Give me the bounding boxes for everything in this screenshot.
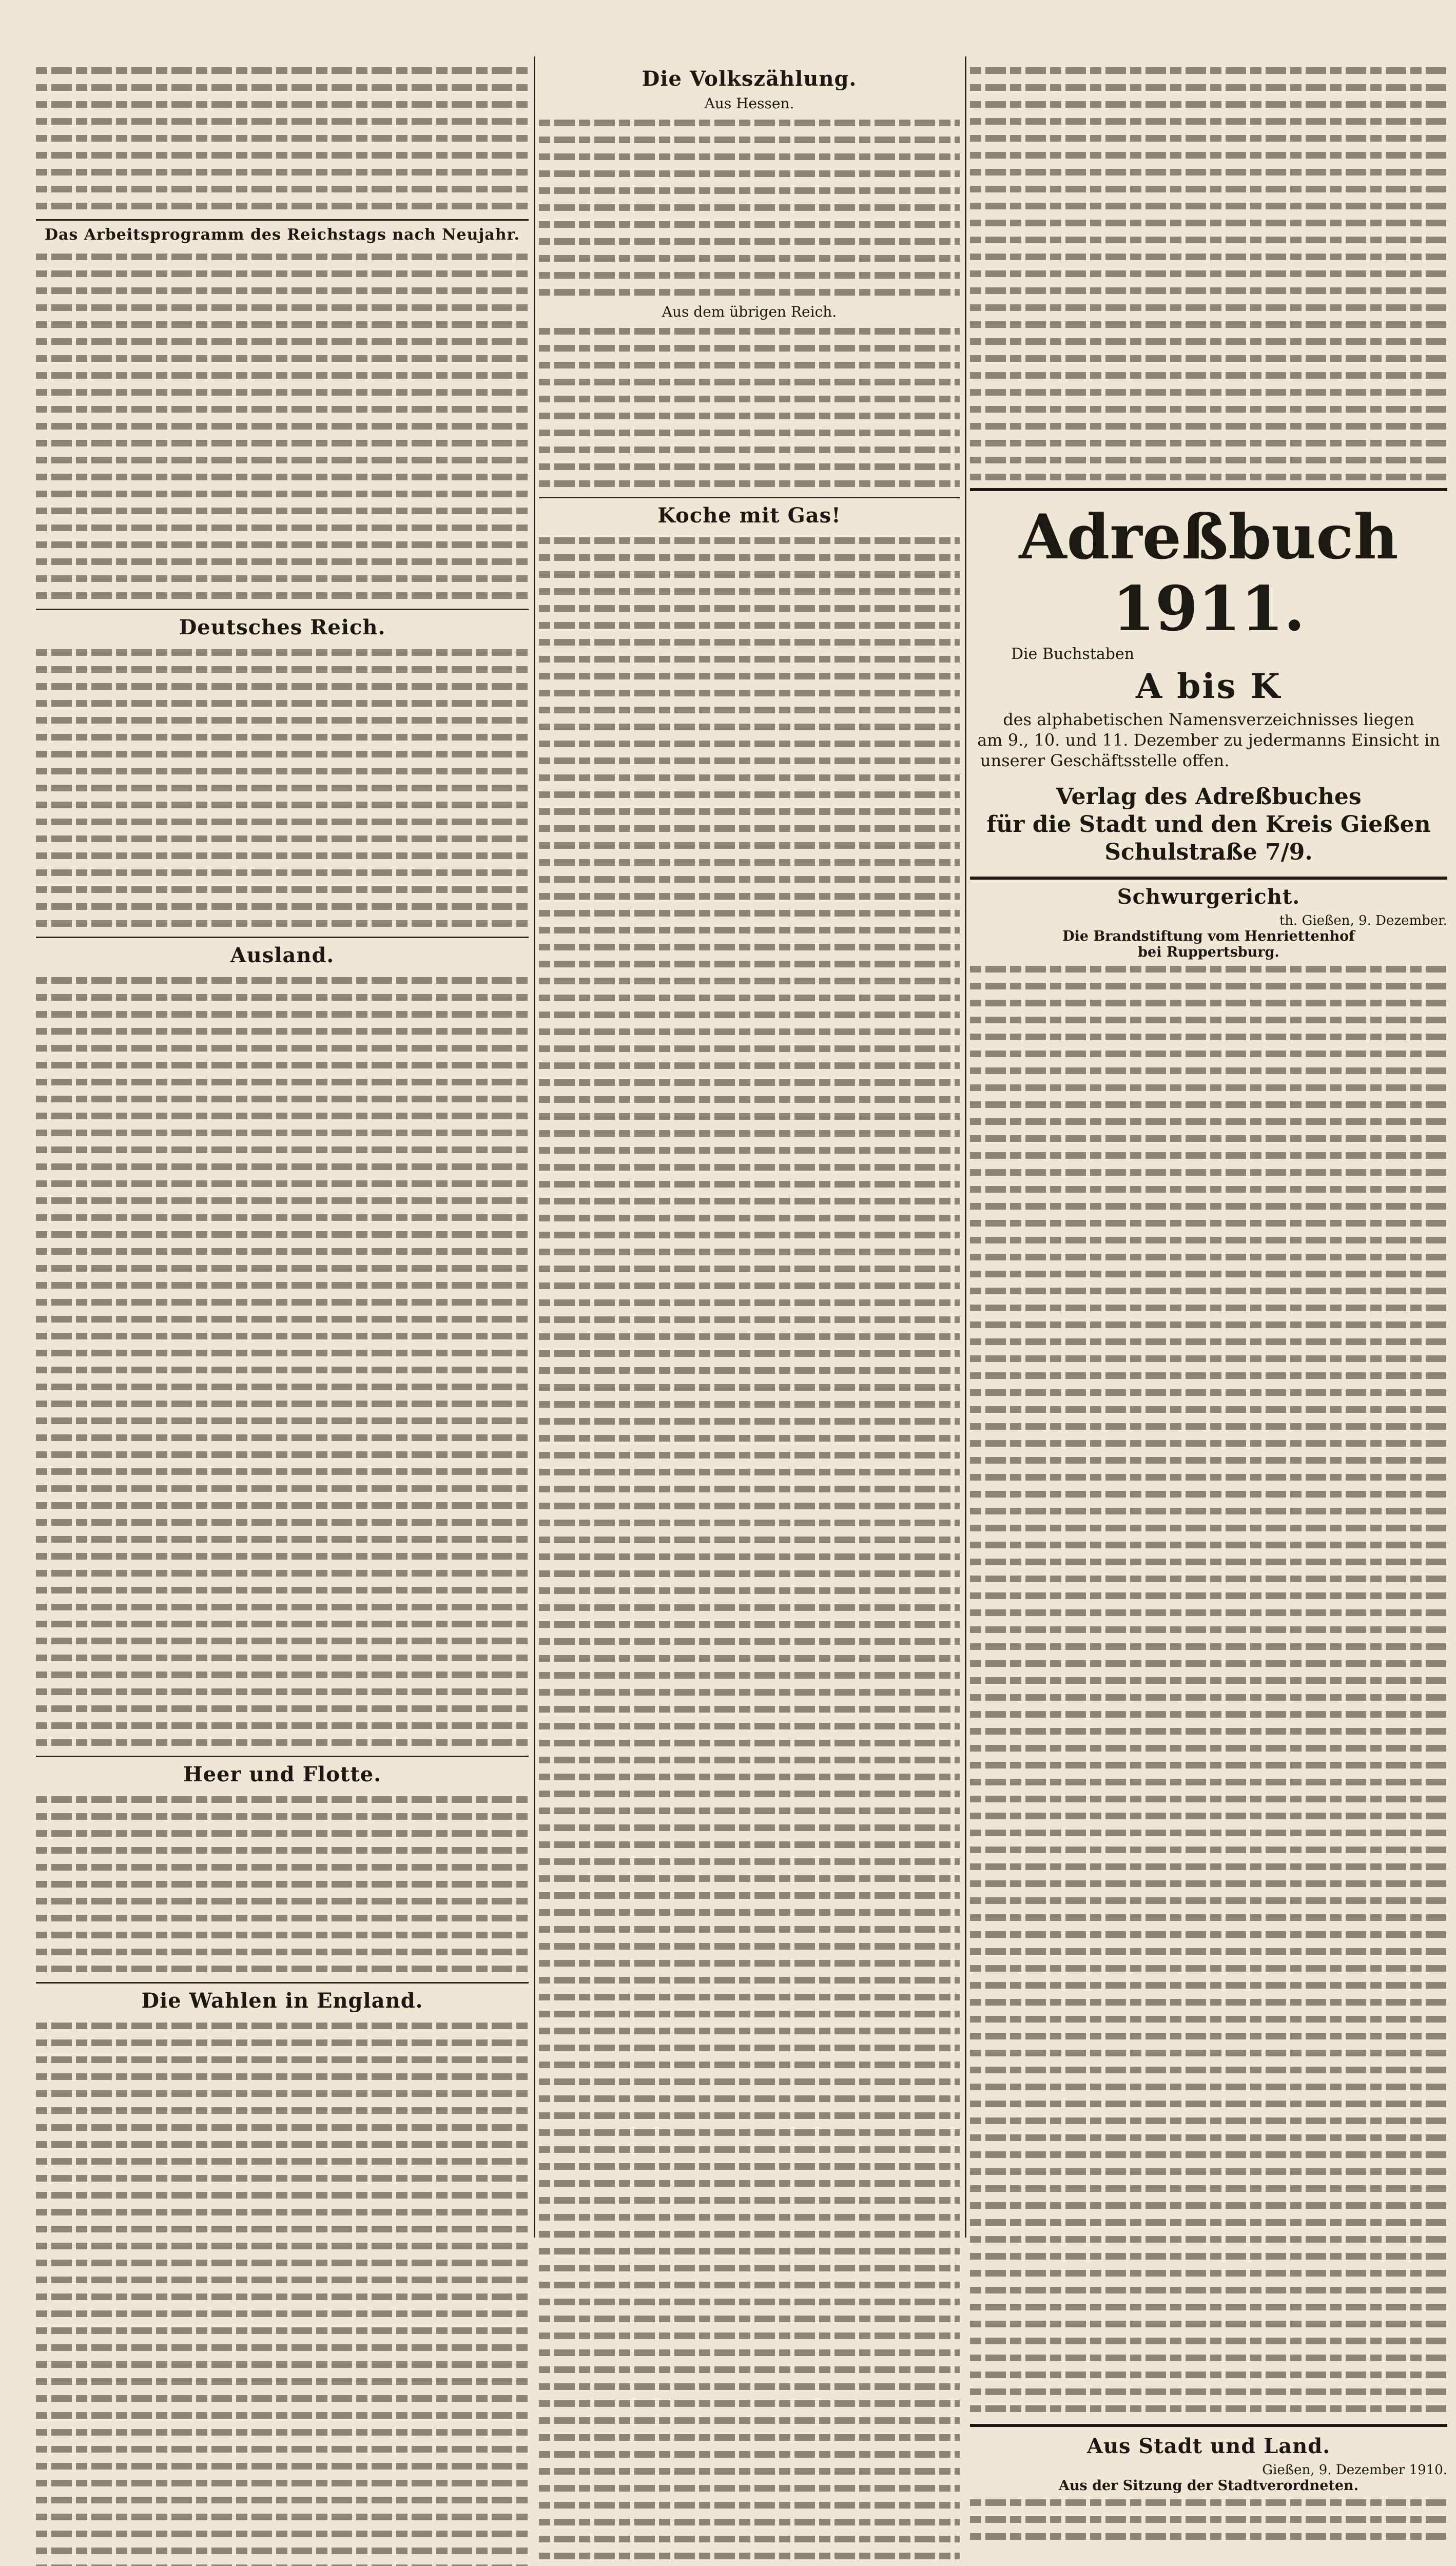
ad-intro: Die Buchstaben [1011,645,1135,663]
divider [36,219,529,221]
divider [36,1982,529,1984]
subheading: Aus dem übrigen Reich. [662,303,837,320]
article-text [36,1791,529,1977]
column-left [36,62,529,2566]
article-text [36,2017,529,2566]
section-heading: Deutsches Reich. [179,615,386,639]
divider [970,2424,1447,2427]
article-text [539,532,960,2566]
column-rule [534,56,535,2238]
column-right [970,62,1447,2548]
article-text [970,960,1447,2417]
ad-publisher: Verlag des Adreßbuches [1056,784,1362,810]
ad-publisher: Schulstraße 7/9. [1104,839,1313,865]
ad-text-line: des alphabetischen Namensverzeichnisses liegen [1003,710,1414,729]
column-middle [539,62,960,2566]
divider [36,1756,529,1757]
article-text [36,644,529,931]
article-text [970,62,1447,485]
divider [539,497,960,498]
section-heading: Heer und Flotte. [183,1762,382,1786]
ad-letters: A bis K [1136,666,1282,706]
section-heading: Ausland. [230,943,335,967]
section-heading: Aus Stadt und Land. [1086,2434,1331,2458]
section-heading: Die Volkszählung. [642,67,857,91]
case-title: Die Brandstiftung vom Henriettenhof [1062,928,1355,944]
section-heading: Die Wahlen in England. [141,1989,423,2013]
article-text [36,62,529,214]
article-text [539,322,960,492]
advertisement-adressbuch [970,488,1447,880]
column-rule [965,56,966,2238]
article-text [539,114,960,300]
subheading: Aus Hessen. [704,95,794,112]
section-heading: Koche mit Gas! [657,503,841,528]
section-heading: Schwurgericht. [1117,885,1300,909]
dateline: th. Gießen, 9. Dezember. [1279,913,1447,928]
ad-text-line: unserer Geschäftsstelle offen. [980,751,1230,770]
case-title: bei Ruppertsburg. [1138,944,1279,960]
article-text [36,971,529,1751]
dateline: Gießen, 9. Dezember 1910. [1262,2462,1447,2478]
ad-publisher: für die Stadt und den Kreis Gießen [986,811,1431,838]
divider [36,609,529,610]
subheading: Aus der Sitzung der Stadtverordneten. [1058,2478,1359,2494]
ad-text-line: am 9., 10. und 11. Dezember zu jedermanns Einsicht in [977,730,1440,750]
article-text [36,248,529,604]
section-heading: Das Arbeitsprogramm des Reichstags nach Neujahr. [44,226,520,244]
divider [36,937,529,938]
article-text [970,2494,1447,2544]
ad-title: Adreßbuch 1911. [1019,501,1399,645]
